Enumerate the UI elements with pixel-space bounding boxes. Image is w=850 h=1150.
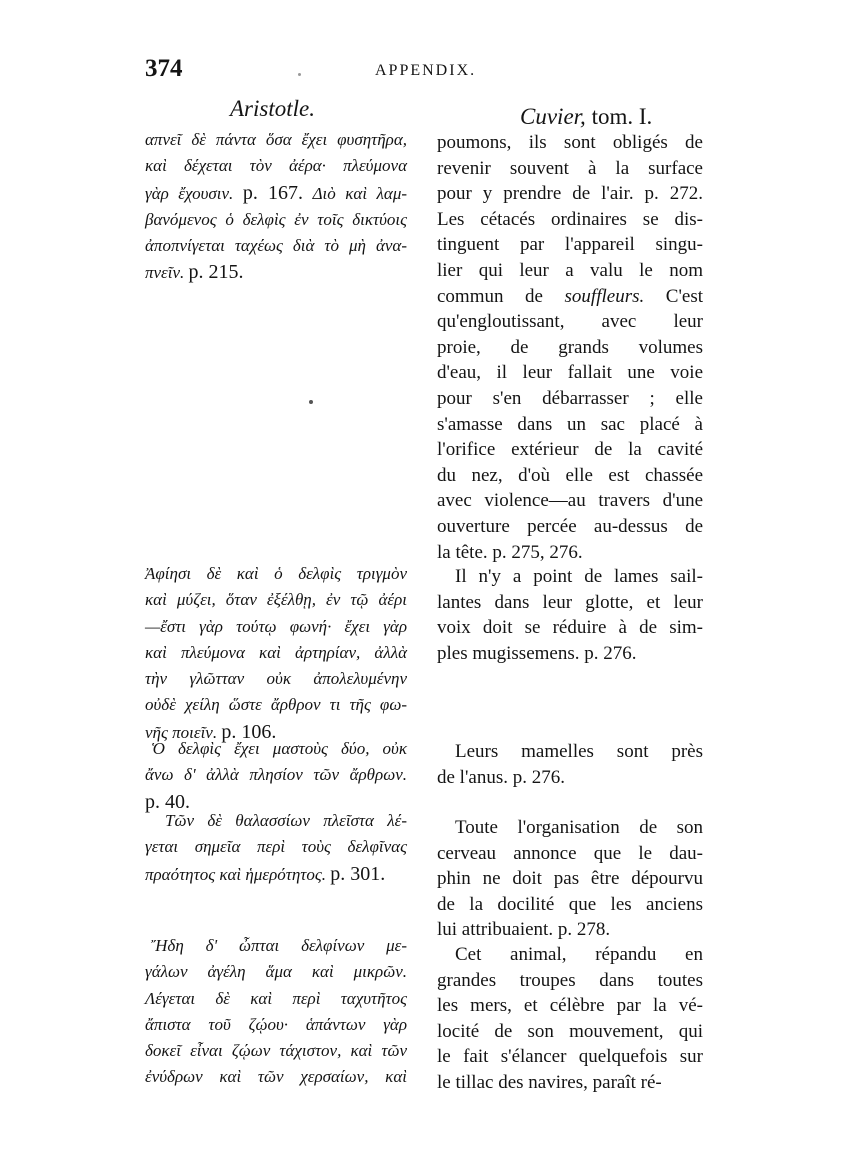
french-line: avec violence—au travers d'une <box>437 490 703 512</box>
french-line: Toute l'organisation de son <box>455 817 703 838</box>
print-fleck <box>298 73 301 76</box>
greek-line-text: γὰρ ἔχουσιν. <box>145 183 234 203</box>
greek-line: Τῶν δὲ θαλασσίων πλεῖστα λέ- <box>165 811 407 830</box>
page-ref: p. 106. <box>221 720 277 743</box>
page-number: 374 <box>145 55 183 82</box>
greek-line: Ὁ δελφὶς ἔχει μαστοὺς δύο, οὐκ <box>151 739 407 758</box>
greek-passage-1 <box>145 127 407 287</box>
french-line: revenir souvent à la surface <box>437 157 703 179</box>
french-passage-1 <box>437 130 703 565</box>
greek-line: ἐνύδρων καὶ τῶν χερσαίων, καὶ <box>145 1067 407 1087</box>
french-line: phin ne doit pas être dépourvu <box>437 868 703 890</box>
french-line: de la docilité que les anciens <box>437 893 703 915</box>
greek-line: γάλων ἀγέλη ἅμα καὶ μικρῶν. <box>145 962 407 982</box>
french-line: cerveau annonce que le dau- <box>437 842 703 864</box>
greek-line <box>145 259 407 286</box>
page-ref: p. 167. <box>242 181 304 204</box>
french-line: le tillac des navires, paraît ré- <box>437 1071 662 1093</box>
greek-line: —ἔστι γὰρ τούτῳ φωνή· ἔχει γὰρ <box>145 616 407 636</box>
greek-line: οὐδὲ χείλη ὥστε ἄρθρον τι τῆς φω- <box>145 695 407 715</box>
french-line: de l'anus. p. 276. <box>437 766 565 788</box>
greek-line-text: πραότητος καὶ ἡμερότητος. <box>145 864 326 884</box>
french-line: les mers, et célèbre par la vé- <box>437 995 703 1017</box>
french-line: lantes dans leur glotte, et leur <box>437 591 703 613</box>
greek-line: Ἀφίησι δὲ καὶ ὁ δελφὶς τριγμὸν <box>145 564 407 583</box>
greek-line: καὶ μύζει, ὅταν ἐξέλθῃ, ἐν τῷ ἀέρι <box>145 590 407 610</box>
greek-passage-3 <box>145 736 407 816</box>
page-dot <box>309 400 313 404</box>
page-ref: p. 301. <box>330 862 386 885</box>
right-column-heading <box>520 104 652 130</box>
right-heading-author: Cuvier, <box>520 104 586 129</box>
greek-line-text: νῆς ποιεῖν. <box>145 722 218 742</box>
right-heading-tom: tom. I. <box>591 104 653 129</box>
page-ref: p. 40. <box>145 790 190 813</box>
french-line: qu'engloutissant, avec leur <box>437 311 703 333</box>
french-passage-4 <box>437 815 703 943</box>
greek-line: καὶ πλεύμονα καὶ ἀρτηρίαν, ἀλλὰ <box>145 642 407 662</box>
greek-line: καὶ δέχεται τὸν ἀέρα· πλεύμονα <box>145 156 407 176</box>
greek-line: Λέγεται δὲ καὶ περὶ ταχυτῆτος <box>145 988 407 1008</box>
greek-line: δοκεῖ εἶναι ζῴων τάχιστον, καὶ τῶν <box>145 1041 407 1061</box>
french-line-text: commun de <box>437 285 565 307</box>
french-line-text: C'est <box>644 285 703 307</box>
french-line: ples mugissemens. p. 276. <box>437 642 637 664</box>
french-line: d'eau, il leur fallait une voie <box>437 362 703 384</box>
french-line: l'orifice extérieur de la cavité <box>437 439 703 461</box>
french-line: tinguent par l'appareil singu- <box>437 234 703 256</box>
greek-passage-5 <box>145 933 407 1091</box>
greek-line <box>145 861 407 888</box>
french-line: pour s'en débarrasser ; elle <box>437 387 703 409</box>
french-line: lui attribuaient. p. 278. <box>437 919 611 941</box>
greek-line: απνεῖ δὲ πάντα ὅσα ἔχει φυσητῆρα, <box>145 130 407 149</box>
french-line: voix doit se réduire à de sim- <box>437 617 703 639</box>
french-line: ouverture percée au-dessus de <box>437 515 703 537</box>
french-line: pour y prendre de l'air. p. 272. <box>437 183 703 205</box>
greek-line: ἄνω δ' ἀλλὰ πλησίον τῶν ἄρθρων. <box>145 765 407 785</box>
french-line: proie, de grands volumes <box>437 336 703 358</box>
greek-line: ἀποπνίγεται ταχέως διὰ τὸ μὴ ἀνα- <box>145 236 407 256</box>
french-line: s'amasse dans un sac placé à <box>437 413 703 435</box>
greek-line: γεται σημεῖα περὶ τοὺς δελφῖνας <box>145 837 407 857</box>
french-line: grandes troupes dans toutes <box>437 969 703 991</box>
french-line: locité de son mouvement, qui <box>437 1020 703 1042</box>
french-passage-2 <box>437 564 703 666</box>
greek-line-text: πνεῖν. <box>145 263 185 283</box>
greek-line: βανόμενος ὁ δελφὶς ἐν τοῖς δικτύοις <box>145 209 407 229</box>
french-line: poumons, ils sont obligés de <box>437 132 703 153</box>
french-line: la tête. p. 275, 276. <box>437 541 583 563</box>
french-line: lier qui leur a valu le nom <box>437 259 703 281</box>
greek-line: Ἤδη δ' ὦπται δελφίνων με- <box>151 936 407 955</box>
greek-line: τὴν γλῶτταν οὐκ ἀπολελυμένην <box>145 669 407 689</box>
french-line: du nez, d'où elle est chassée <box>437 464 703 486</box>
emphasis-souffleurs: souffleurs. <box>564 285 645 307</box>
page-ref: p. 215. <box>188 261 244 284</box>
greek-line: ἄπιστα τοῦ ζῴου· ἁπάντων γὰρ <box>145 1014 407 1034</box>
greek-line-text: Διὸ καὶ λαμ- <box>312 183 408 203</box>
running-title: APPENDIX. <box>375 62 477 79</box>
greek-passage-2 <box>145 561 407 746</box>
greek-line <box>145 180 407 207</box>
french-line: Les cétacés ordinaires se dis- <box>437 208 703 230</box>
french-line <box>437 284 703 310</box>
french-line: le fait s'élancer quelquefois sur <box>437 1046 703 1068</box>
french-line: Cet animal, répandu en <box>455 944 703 965</box>
french-passage-5 <box>437 942 703 1096</box>
left-column-heading: Aristotle. <box>230 96 315 121</box>
french-passage-3 <box>437 739 703 790</box>
greek-passage-4 <box>145 808 407 888</box>
french-line: Il n'y a point de lames sail- <box>455 566 703 587</box>
french-line: Leurs mamelles sont près <box>455 741 703 762</box>
